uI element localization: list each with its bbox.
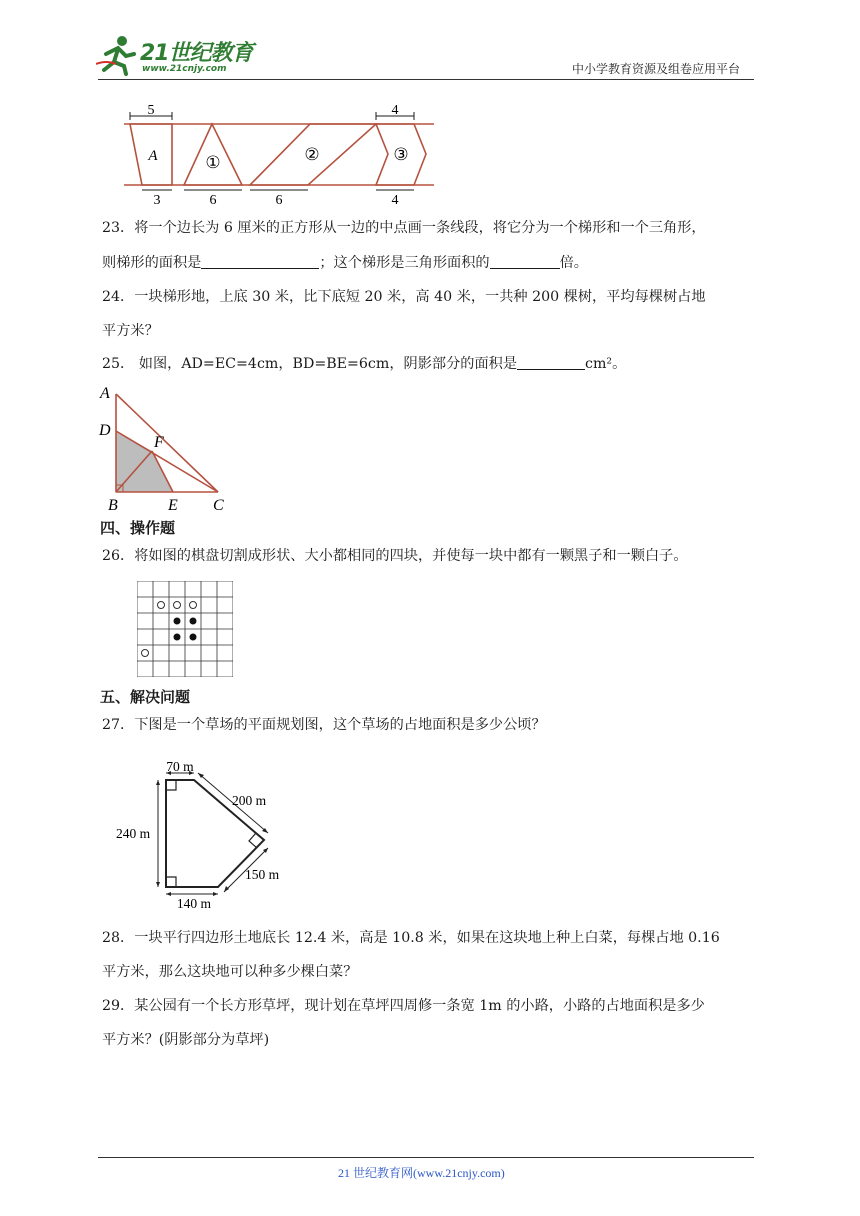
- fig22-bottom-label-3: 3: [153, 193, 161, 208]
- q25-text-b: cm²。: [585, 356, 627, 372]
- q23-text-c: 倍。: [559, 255, 588, 271]
- section-4-title: 四、操作题: [100, 519, 176, 537]
- q23-text-a: 则梯形的面积是: [102, 255, 202, 271]
- point-D: D: [99, 422, 111, 439]
- fig22-bottom-label-6a: 6: [209, 193, 217, 208]
- fig22-top-label-4: 4: [391, 103, 399, 118]
- logo-url: www.21cnjy.com: [142, 64, 227, 74]
- q29-line1: 29．某公园有一个长方形草坪，现计划在草坪四周修一条宽 1m 的小路，小路的占地面积是多少: [102, 998, 705, 1014]
- header-logo: [96, 34, 266, 80]
- figure-25-triangle: [96, 380, 236, 514]
- dim-140m: 140 m: [176, 896, 212, 911]
- footer-link[interactable]: 21 世纪教育网(www.21cnjy.com): [338, 1166, 505, 1180]
- footer-divider: [98, 1157, 754, 1158]
- q25-text-a: 25． 如图，AD=EC=4cm，BD=BE=6cm，阴影部分的面积是: [102, 356, 518, 372]
- point-E: E: [168, 497, 178, 514]
- fig22-shape-2: ②: [304, 145, 320, 164]
- logo-title: 21世纪教育: [140, 41, 253, 66]
- white-stone: [158, 602, 165, 609]
- fig22-shape-1: ①: [205, 153, 221, 172]
- point-B: B: [108, 497, 118, 514]
- black-stone: [174, 618, 181, 625]
- chessboard-grid: [137, 581, 233, 677]
- q25-blank[interactable]: [517, 355, 585, 370]
- black-stone: [190, 634, 197, 641]
- header-platform-text: 中小学教育资源及组卷应用平台: [572, 62, 741, 76]
- header-divider: [98, 79, 754, 80]
- dim-150m: 150 m: [245, 867, 280, 882]
- q23-line1: 23．将一个边长为 6 厘米的正方形从一边的中点画一条线段，将它分为一个梯形和一个三角形，: [102, 220, 706, 236]
- q23-blank-1[interactable]: [201, 254, 319, 269]
- dim-240m: 240 m: [116, 826, 151, 841]
- fig22-shape-A: A: [148, 148, 158, 164]
- dim-200m: 200 m: [232, 793, 267, 808]
- fig22-shape-3: ③: [393, 145, 409, 164]
- q26-line: 26．将如图的棋盘切割成形状、大小都相同的四块，并使每一块中都有一颗黑子和一颗白子。: [102, 548, 688, 564]
- q28-line1: 28．一块平行四边形土地底长 12.4 米，高是 10.8 米，如果在这块地上种上白菜，每棵占地 0.16: [102, 930, 720, 946]
- section-5-title: 五、解决问题: [100, 688, 191, 706]
- point-F: F: [154, 434, 164, 451]
- point-A: A: [100, 385, 110, 402]
- white-stone: [174, 602, 181, 609]
- q24-line1: 24．一块梯形地，上底 30 米，比下底短 20 米，高 40 米，一共种 200 棵树，平均每棵树占地: [102, 289, 706, 305]
- q23-text-b: ；这个梯形是三角形面积的: [319, 255, 490, 271]
- q23-line2: [102, 253, 588, 273]
- q25-line: [102, 354, 626, 374]
- black-stone: [174, 634, 181, 641]
- white-stone: [142, 650, 149, 657]
- figure-22-shapes: [120, 98, 440, 208]
- q29-line2: 平方米？(阴影部分为草坪): [102, 1032, 270, 1048]
- white-stone: [190, 602, 197, 609]
- figure-27-field: [112, 756, 302, 914]
- dim-70m: 70 m: [166, 759, 194, 774]
- fig22-bottom-label-4: 4: [391, 193, 399, 208]
- runner-logo-icon: [96, 34, 136, 76]
- q23-blank-2[interactable]: [490, 254, 560, 269]
- point-C: C: [213, 497, 224, 514]
- q28-line2: 平方米，那么这块地可以种多少棵白菜？: [102, 964, 358, 980]
- fig22-bottom-label-6b: 6: [275, 193, 283, 208]
- q27-line: 27．下图是一个草场的平面规划图，这个草场的占地面积是多少公顷？: [102, 717, 546, 733]
- black-stone: [190, 618, 197, 625]
- fig22-top-label-5: 5: [147, 103, 155, 118]
- q24-line2: 平方米？: [102, 323, 159, 339]
